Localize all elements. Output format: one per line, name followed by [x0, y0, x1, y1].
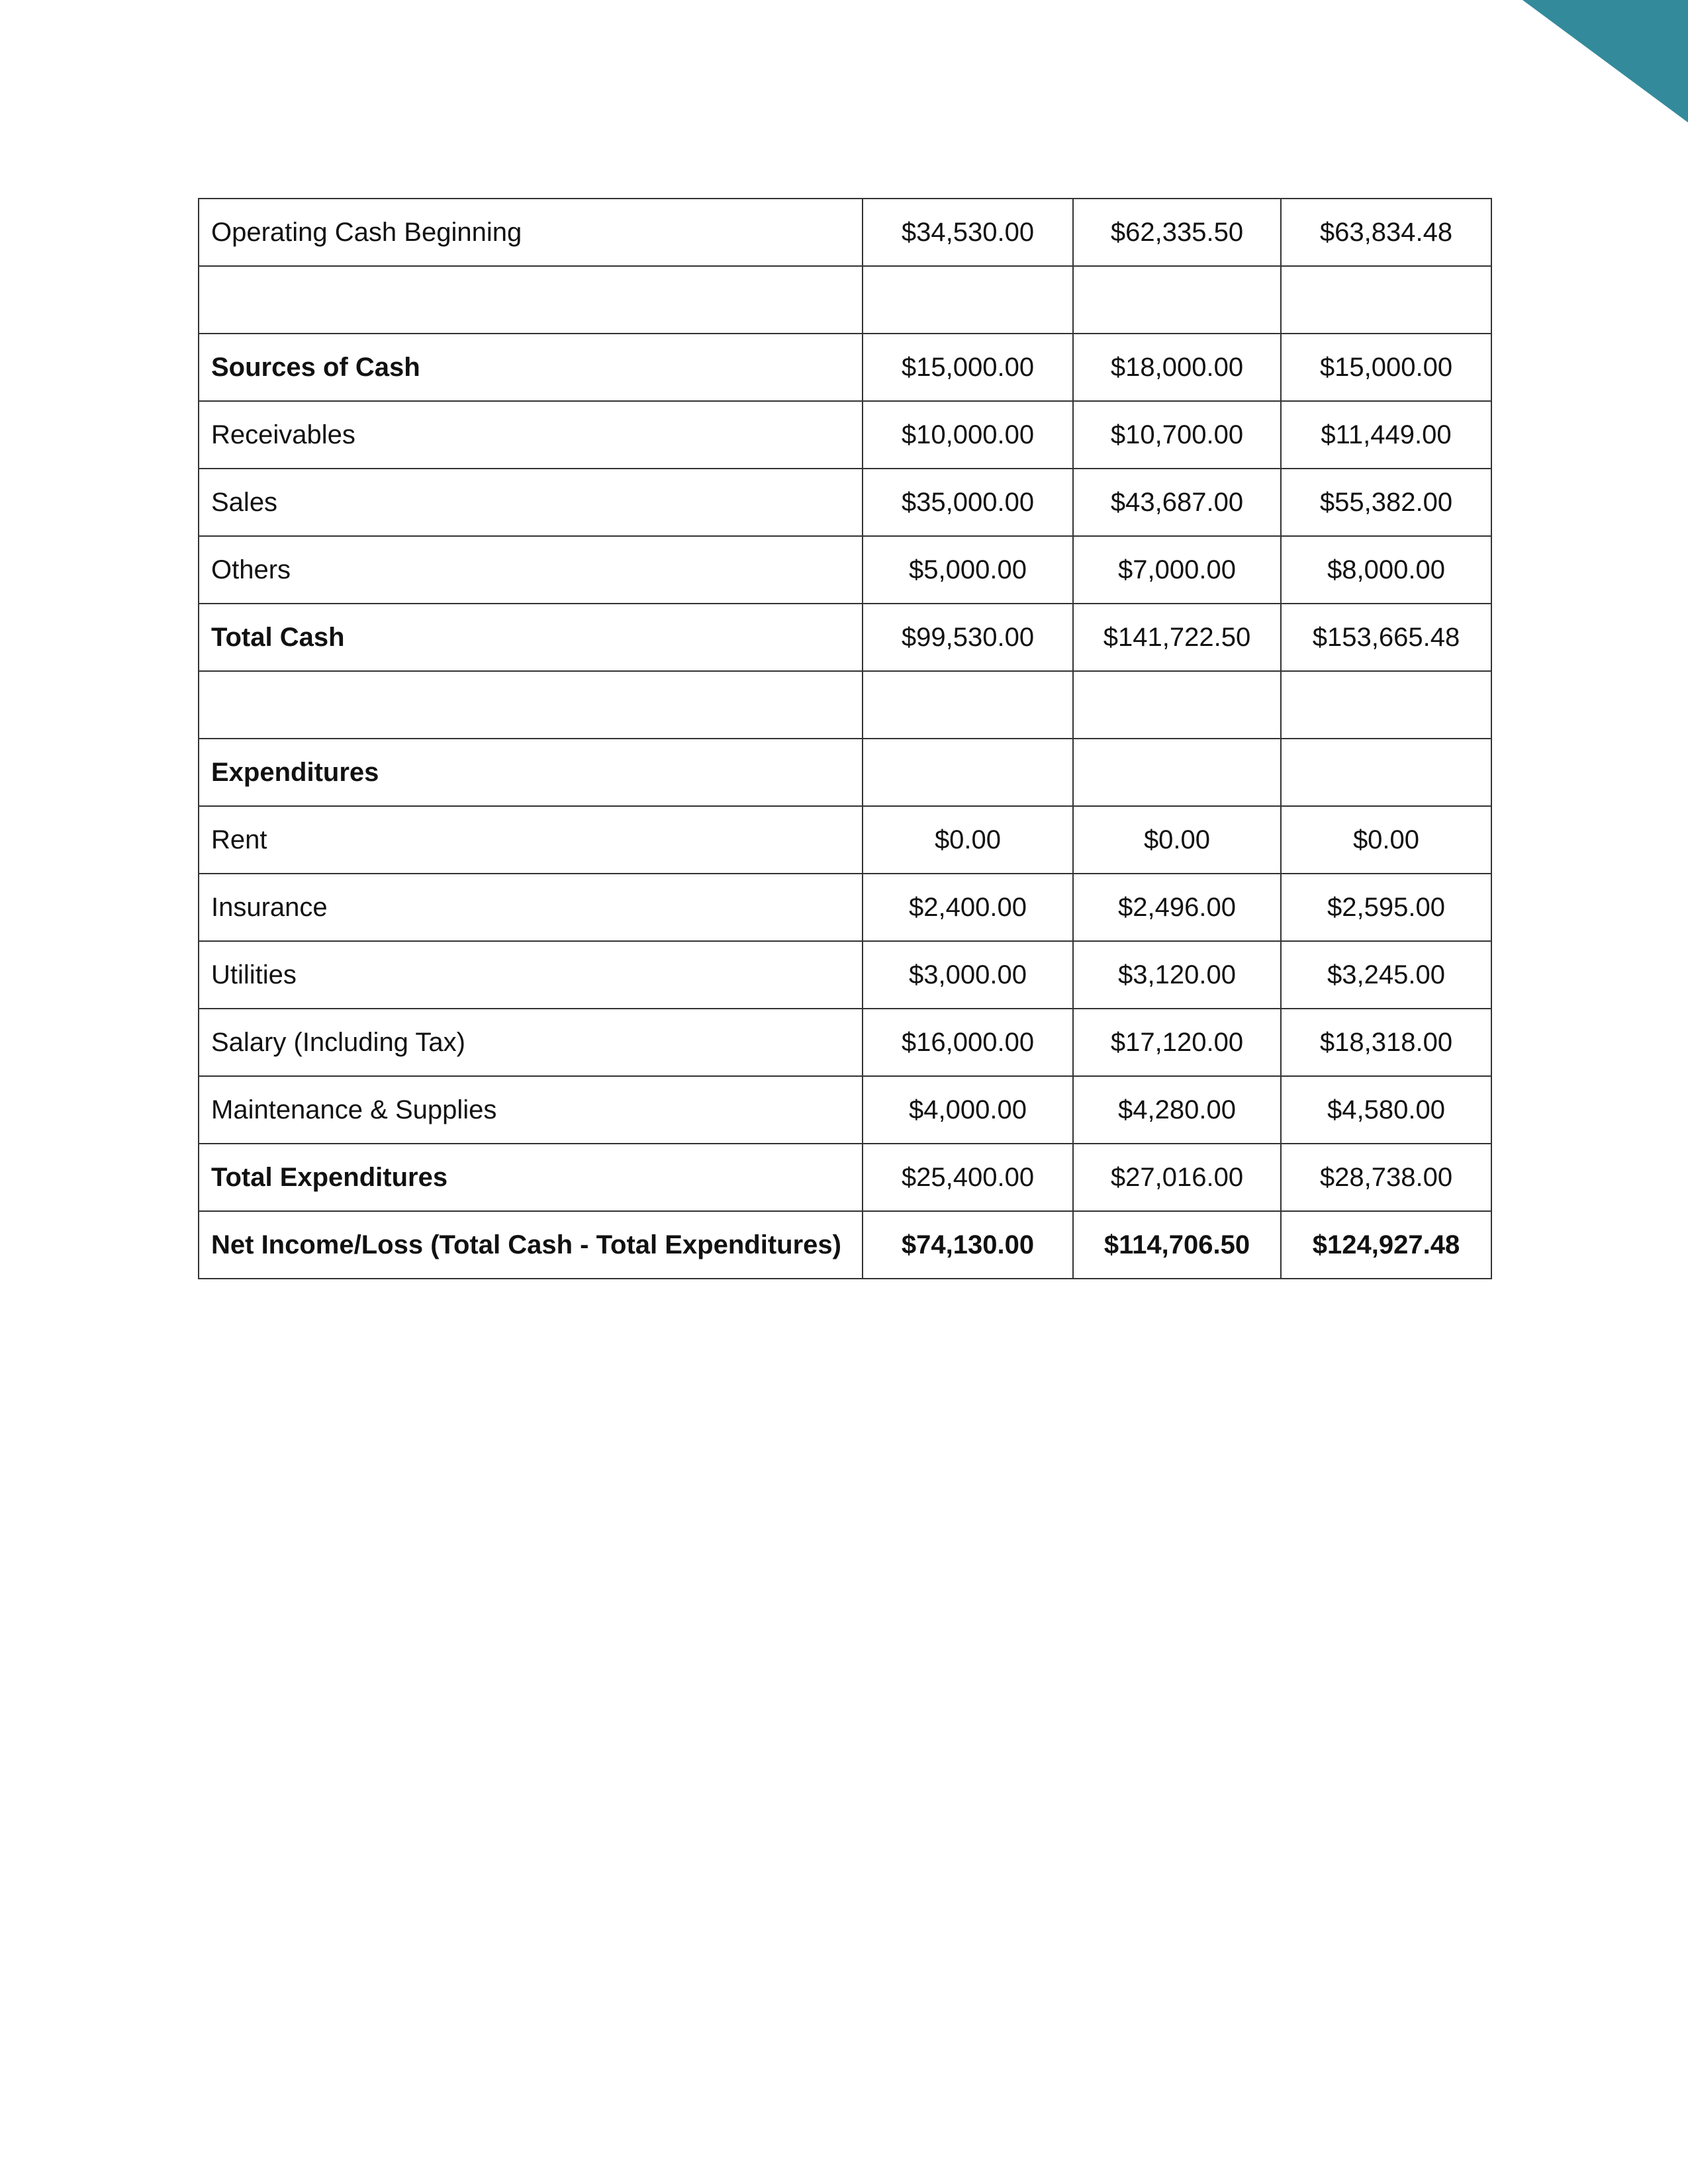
value-cell: $4,000.00	[863, 1076, 1073, 1144]
table-row	[199, 941, 1491, 1009]
value-cell	[863, 266, 1073, 334]
table-row	[199, 334, 1491, 401]
value-cell: $63,834.48	[1281, 199, 1491, 266]
value-cell: $3,120.00	[1073, 941, 1281, 1009]
row-label: Total Expenditures	[199, 1144, 863, 1211]
value-cell: $153,665.48	[1281, 604, 1491, 671]
value-cell: $4,280.00	[1073, 1076, 1281, 1144]
row-label: Rent	[199, 806, 863, 874]
value-cell: $0.00	[1073, 806, 1281, 874]
value-cell: $3,245.00	[1281, 941, 1491, 1009]
table-row	[199, 806, 1491, 874]
value-cell: $0.00	[1281, 806, 1491, 874]
value-cell	[863, 671, 1073, 739]
table-row	[199, 1144, 1491, 1211]
value-cell	[1281, 266, 1491, 334]
value-cell: $141,722.50	[1073, 604, 1281, 671]
table-row	[199, 401, 1491, 469]
row-label: Others	[199, 536, 863, 604]
value-cell: $18,318.00	[1281, 1009, 1491, 1076]
value-cell: $17,120.00	[1073, 1009, 1281, 1076]
value-cell	[1281, 671, 1491, 739]
table-row	[199, 266, 1491, 334]
row-label: Total Cash	[199, 604, 863, 671]
value-cell: $11,449.00	[1281, 401, 1491, 469]
value-cell	[1073, 671, 1281, 739]
table-row	[199, 1009, 1491, 1076]
value-cell	[1073, 739, 1281, 806]
value-cell: $4,580.00	[1281, 1076, 1491, 1144]
value-cell: $15,000.00	[1281, 334, 1491, 401]
value-cell: $2,400.00	[863, 874, 1073, 941]
value-cell: $2,595.00	[1281, 874, 1491, 941]
row-label: Expenditures	[199, 739, 863, 806]
row-label: Insurance	[199, 874, 863, 941]
value-cell: $0.00	[863, 806, 1073, 874]
value-cell	[863, 739, 1073, 806]
value-cell	[1073, 266, 1281, 334]
table-row	[199, 1076, 1491, 1144]
value-cell: $3,000.00	[863, 941, 1073, 1009]
value-cell: $124,927.48	[1281, 1211, 1491, 1279]
table-row	[199, 671, 1491, 739]
row-label: Salary (Including Tax)	[199, 1009, 863, 1076]
table-row	[199, 604, 1491, 671]
value-cell: $99,530.00	[863, 604, 1073, 671]
value-cell: $16,000.00	[863, 1009, 1073, 1076]
value-cell: $8,000.00	[1281, 536, 1491, 604]
value-cell: $25,400.00	[863, 1144, 1073, 1211]
row-label: Utilities	[199, 941, 863, 1009]
value-cell: $27,016.00	[1073, 1144, 1281, 1211]
cash-flow-table-body	[199, 199, 1491, 1279]
value-cell: $10,000.00	[863, 401, 1073, 469]
table-row	[199, 199, 1491, 266]
table-row	[199, 536, 1491, 604]
value-cell: $62,335.50	[1073, 199, 1281, 266]
value-cell: $15,000.00	[863, 334, 1073, 401]
table-row	[199, 469, 1491, 536]
corner-accent-triangle	[1523, 0, 1688, 122]
value-cell: $74,130.00	[863, 1211, 1073, 1279]
table-row	[199, 874, 1491, 941]
value-cell: $5,000.00	[863, 536, 1073, 604]
value-cell: $43,687.00	[1073, 469, 1281, 536]
value-cell: $55,382.00	[1281, 469, 1491, 536]
cash-flow-table	[198, 198, 1492, 1279]
row-label	[199, 266, 863, 334]
row-label: Sales	[199, 469, 863, 536]
table-row	[199, 1211, 1491, 1279]
table-row	[199, 739, 1491, 806]
value-cell: $10,700.00	[1073, 401, 1281, 469]
value-cell: $34,530.00	[863, 199, 1073, 266]
value-cell: $7,000.00	[1073, 536, 1281, 604]
row-label	[199, 671, 863, 739]
value-cell: $18,000.00	[1073, 334, 1281, 401]
value-cell: $114,706.50	[1073, 1211, 1281, 1279]
value-cell: $35,000.00	[863, 469, 1073, 536]
value-cell	[1281, 739, 1491, 806]
row-label: Sources of Cash	[199, 334, 863, 401]
row-label: Maintenance & Supplies	[199, 1076, 863, 1144]
row-label: Operating Cash Beginning	[199, 199, 863, 266]
value-cell: $2,496.00	[1073, 874, 1281, 941]
value-cell: $28,738.00	[1281, 1144, 1491, 1211]
row-label: Net Income/Loss (Total Cash - Total Expenditures)	[199, 1211, 863, 1279]
row-label: Receivables	[199, 401, 863, 469]
